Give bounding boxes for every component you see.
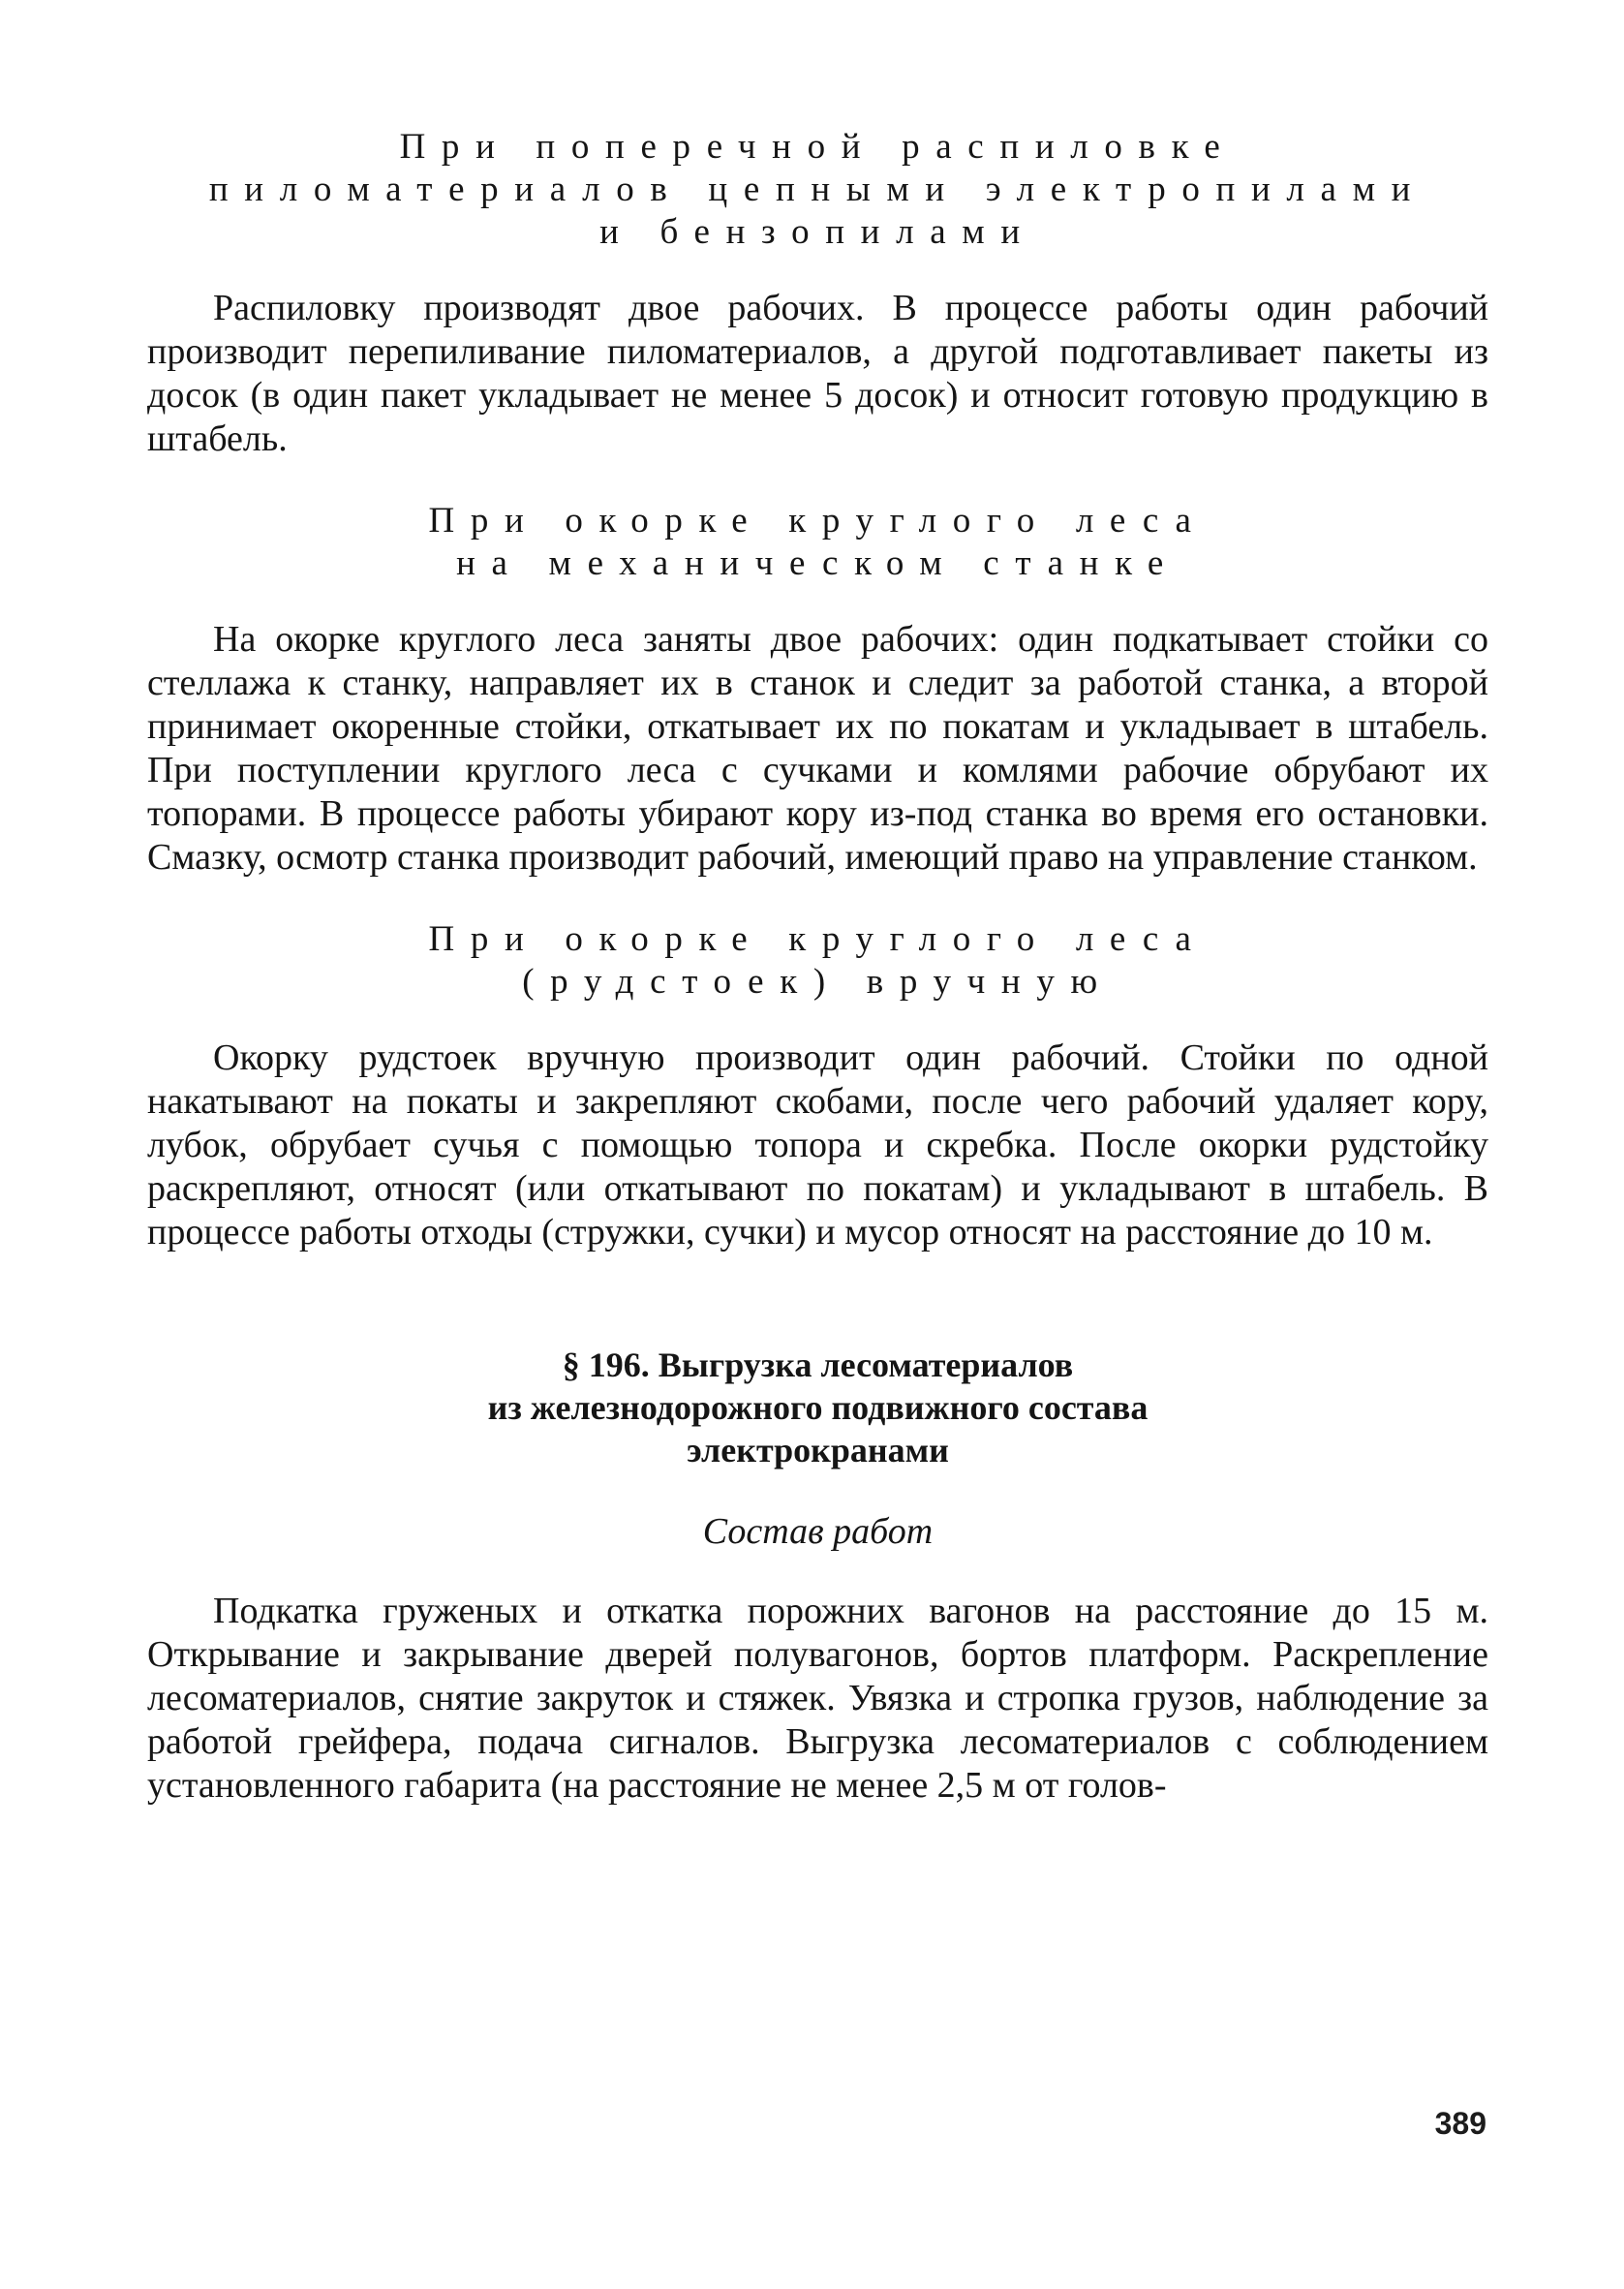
- spacer: [147, 585, 1488, 618]
- section-196-subtitle: Состав работ: [702, 1511, 934, 1552]
- spacer: [147, 461, 1488, 500]
- subheading-machine-debarking: [147, 500, 1488, 585]
- section-196-title: [147, 1344, 1488, 1471]
- spacer: [147, 1553, 1488, 1590]
- subheading-line: При окорке круглого леса: [428, 501, 1208, 541]
- paragraph-machine-debarking: На окорке круглого леса заняты двое рабочих: один подкатывает стойки со стеллажа к станку, направляет их в станок и следит за работой станка, а второй принимает окоренные стойки, откатывает их по покатам и укладывает в штабель. При поступлении круглого леса с сучками и комлями рабочие обрубают их топорами. В процессе работы убирают кору из-под станка во время его остановки. Смазку, осмотр станка производит рабочий, имеющий право на управление станком.: [147, 619, 1488, 878]
- paragraph-section-196: Подкатка груженых и откатка порожних вагонов на расстояние до 15 м. Открывание и закрывание дверей полувагонов, бортов платформ. Раскрепление лесоматериалов, снятие закруток и стяжек. Увязка и стропка грузов, наблюдение за работой грейфера, подача сигналов. Выгрузка лесоматериалов с соблюдением установленного габарита (на расстояние не менее 2,5 м от голов-: [147, 1591, 1488, 1806]
- subheading-line: на механическом станке: [456, 543, 1180, 583]
- subheading-line: При поперечной распиловке: [399, 127, 1237, 167]
- spacer: [147, 880, 1488, 918]
- paragraph-manual-debarking: Окорку рудстоек вручную производит один рабочий. Стойки по одной накатывают на покаты и закрепляют скобами, после чего рабочий удаляет кору, лубок, обрубает сучья с помощью топора и скребка. После окорки рудстойку раскрепляют, относят (или откатывают по покатам) и укладывают в штабель. В процессе работы отходы (стружки, сучки) и мусор относят на расстояние до 10 м.: [147, 1037, 1488, 1253]
- section-title-line: электрокранами: [687, 1431, 949, 1469]
- page-number: 389: [1434, 2106, 1486, 2141]
- subheading-line: (рудстоек) вручную: [522, 962, 1114, 1002]
- subheading-line: и бензопилами: [599, 212, 1036, 252]
- subheading-manual-debarking: [147, 918, 1488, 1004]
- subheading-line: пиломатериалов цепными электропилами: [208, 170, 1427, 209]
- subheading-line: При окорке круглого леса: [428, 919, 1208, 959]
- text-column: [147, 126, 1488, 1808]
- paragraph-crosscut-sawing: Распиловку производят двое рабочих. В процессе работы один рабочий производит перепиливание пиломатериалов, а другой подготавливает пакеты из досок (в один пакет укладывает не менее 5 досок) и относит готовую продукцию в штабель.: [147, 288, 1488, 459]
- section-title-line: § 196. Выгрузка лесоматериалов: [562, 1346, 1074, 1384]
- spacer: [147, 1254, 1488, 1344]
- subheading-crosscut-sawing: [147, 126, 1488, 254]
- section-title-line: из железнодорожного подвижного состава: [487, 1388, 1149, 1427]
- spacer: [147, 1004, 1488, 1036]
- spacer: [147, 1471, 1488, 1510]
- spacer: [147, 254, 1488, 287]
